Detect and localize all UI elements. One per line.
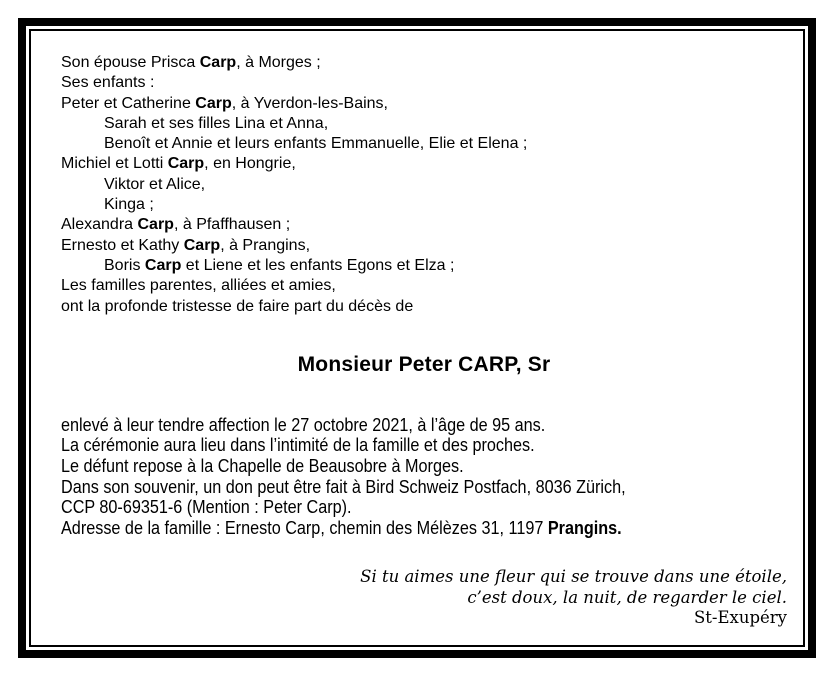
text-line-content [61,277,336,294]
text-segment: , à Pfaffhausen ; [173,216,291,234]
text-segment: Les familles parentes, alliées et amies, [61,277,336,295]
funeral-details [61,415,787,539]
text-segment: Ernesto et Kathy [61,236,184,254]
text-line-content [61,497,352,518]
text-segment: Le défunt repose à la Chapelle de Beausobre à Morges. [61,456,464,477]
text-line-content [61,435,535,456]
text-segment-bold: Carp [183,236,221,254]
text-segment: Kinga ; [104,196,154,214]
text-line-content [61,216,290,233]
text-segment-bold: Carp [167,155,205,173]
text-line [61,215,787,235]
text-line [61,415,787,436]
text-segment: Viktor et Alice, [104,175,206,193]
text-segment: Michiel et Lotti [61,155,168,173]
text-segment: , à Morges ; [236,54,321,71]
text-segment: Ses enfants : [61,74,155,92]
text-segment-bold: Carp [195,94,232,112]
text-line [61,94,787,114]
text-segment: ont la profonde tristesse de faire part du décès de [61,297,414,315]
outer-frame-border [18,18,816,658]
text-line [61,195,787,215]
text-line-content [104,115,328,132]
text-segment: Son épouse Prisca [61,54,200,71]
family-list [61,53,787,317]
text-segment: Adresse de la famille : Ernesto Carp, chemin des Mélèzes 31, 1197 [61,517,548,538]
text-line [61,236,787,256]
text-line [61,518,787,539]
text-line-content [61,456,464,477]
text-segment: Sarah et ses filles Lina et Anna, [104,114,329,132]
text-segment: , en Hongrie, [204,155,296,173]
text-line [61,456,787,477]
text-line [61,256,787,276]
text-segment: , à Yverdon-les-Bains, [231,94,388,112]
text-segment: Boris [104,256,145,274]
text-line-content [104,257,454,274]
text-line [61,134,787,154]
text-segment: La cérémonie aura lieu dans l’intimité de la famille et des proches. [61,435,535,456]
text-line [61,53,787,73]
quote-line-2: c’est doux, la nuit, de regarder le ciel. [467,587,787,607]
text-line-content [61,237,310,254]
text-segment: et Liene et les enfants Egons et Elza ; [181,256,455,274]
text-line-content [61,477,626,498]
text-segment-bold: Carp [144,256,182,274]
quote-attribution: St-Exupéry [693,608,787,628]
text-line [61,435,787,456]
text-line-content [61,298,413,315]
text-line [61,477,787,498]
text-line-content [61,95,388,112]
text-segment-bold: Carp [137,216,174,234]
inner-frame-border [29,29,805,647]
text-line-content [104,135,527,152]
text-segment-bold: Carp [199,54,237,71]
text-segment: , à Prangins, [220,236,311,254]
text-line-content [61,415,545,436]
text-segment-bold: Prangins. [547,517,622,538]
text-line [61,154,787,174]
text-line-content [104,176,205,193]
memorial-quote [61,567,787,629]
text-line [61,297,787,317]
text-segment: enlevé à leur tendre affection le 27 octobre 2021, à l’âge de 95 ans. [61,414,546,435]
text-line-content [104,196,154,213]
text-line [61,73,787,93]
text-segment: CCP 80-69351-6 (Mention : Peter Carp). [61,497,352,518]
text-segment: Dans son souvenir, un don peut être fait à Bird Schweiz Postfach, 8036 Zürich, [61,476,626,497]
text-line [61,114,787,134]
text-line-content [61,155,296,172]
text-line-content [61,54,321,71]
text-line-content [61,518,622,539]
text-line-content [61,74,154,91]
quote-line-1: Si tu aimes une fleur qui se trouve dans une étoile, [360,567,787,587]
text-segment: Peter et Catherine [61,94,196,112]
text-segment: Alexandra [61,216,138,234]
deceased-name-title: Monsieur Peter CARP, Sr [297,352,551,376]
announcement-content [31,31,803,645]
text-line [61,497,787,518]
text-line [61,276,787,296]
text-line [61,175,787,195]
text-segment: Benoît et Annie et leurs enfants Emmanuelle, Elie et Elena ; [104,135,528,153]
